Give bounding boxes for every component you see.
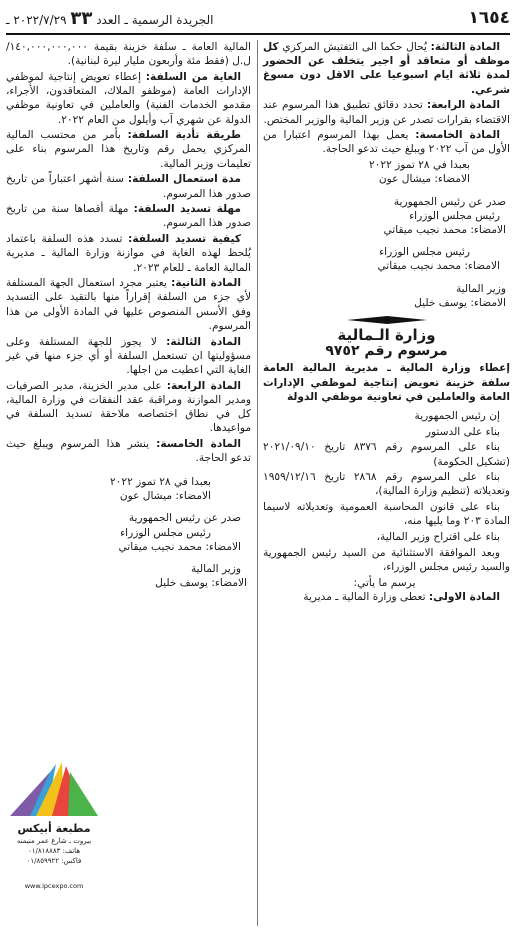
decrees-line: يرسم ما يأتي: bbox=[353, 576, 416, 589]
issued-by: صدر عن رئيس الجمهورية bbox=[128, 512, 241, 525]
pm-title: رئيس مجلس الوزراء bbox=[409, 209, 500, 222]
article-3: المادة الثالثة: لا يجوز للجهة المستلفة وعلى مسؤوليتها ان تستعمل السلفة أو أي جزء منها في غير الغاية التي اعطيت من اجلها. bbox=[6, 335, 251, 376]
header-rule bbox=[6, 33, 510, 35]
journal-info bbox=[6, 8, 214, 29]
advance-use-period: مدة استعمال السلفة: سنة أشهر اعتباراً من تاريخ صدور هذا المرسوم. bbox=[6, 173, 251, 200]
pm-title-2: رئيس مجلس الوزراء bbox=[379, 246, 470, 259]
finance-minister-title: وزير المالية bbox=[190, 562, 241, 575]
preamble-line: بناء على اقتراح وزير المالية، bbox=[376, 531, 500, 544]
article-2: المادة الثانية: يعتبر مجرد استعمال الجهة المستلفة لأي جزء من السلفة إقراراً منها بالتقيد على التسديد وفق الأسس المنصوص عليها في المادة الأولى من هذا المرسوم. bbox=[6, 277, 251, 332]
apex-logo-icon bbox=[6, 758, 102, 822]
article-4: المادة الرابعة: على مدير الخزينة، مدير الصرفيات ومدير الموازنة ومراقبة عقد النفقات في وزارة المالية، كل في نطاق اختصاصه ملاحقة تسديد السلفة في مواعيدها. bbox=[6, 379, 251, 435]
decree-subject: إعطاء وزارة المالية ـ مديرية المالية العامة سلفة خزينة تعويض إنتاجية لموظفي الإدارات العامة والعاملين في تعاونية موظفي الدولة bbox=[263, 362, 510, 403]
pm-signature: الامضاء: محمد نجيب ميقاتي bbox=[118, 540, 241, 553]
finance-minister-title: وزير المالية bbox=[455, 282, 506, 295]
finance-minister-signature: الامضاء: يوسف خليل bbox=[155, 577, 247, 590]
signing-date: بعبدا في ٢٨ تموز ٢٠٢٢ bbox=[110, 475, 211, 488]
preamble-line: بناء على المرسوم رقم ٨٣٧٦ تاريخ ٢٠٢١/٠٩/١٠ (تشكيل الحكومة) bbox=[263, 441, 510, 468]
article-label: المادة الثالثة: bbox=[430, 41, 500, 53]
issue-number: ٣٣ bbox=[70, 7, 93, 29]
article-1-continued: المالية العامة ـ سلفة خزينة بقيمة ١٤٠,٠٠٠,٠٠٠,٠٠٠/ ل.ل (فقط مئة وأربعون مليار ليرة لبنانية). bbox=[6, 41, 251, 68]
preamble-line: وبعد الموافقة الاستثنائية من السيد رئيس الجمهورية والسيد رئيس مجلس الوزراء، bbox=[263, 546, 510, 573]
issue-date: ٢٠٢٢/٧/٢٩ ـ bbox=[6, 12, 67, 27]
advance-purpose: الغاية من السلفة: إعطاء تعويض إنتاجية لموظفي الإدارات العامة (موظفو الملاك، المتعاقدون، الأجراء، مقدمو الخدمات الفنية) والعاملين في تعاونية موظفي الدولة عن شهري آب وأيلول من العام ٢٠٢٢. bbox=[6, 70, 251, 126]
advance-method: طريقة تأدية السلفة: بأمر من محتسب المالية المركزي يحمل رقم وتاريخ هذا المرسوم بناء على تعليمات وزير المالية. bbox=[6, 129, 251, 170]
preamble-line: بناء على المرسوم رقم ٢٨٦٨ تاريخ ١٩٥٩/١٢/١٦ وتعديلاته (تنظيم وزارة المالية)، bbox=[263, 471, 510, 498]
article-4: المادة الرابعة: تحدد دقائق تطبيق هذا المرسوم عند الاقتضاء بقرارات تصدر عن وزير المالية والوزير المختص. bbox=[263, 99, 510, 126]
article-3: المادة الثالثة: يُحال حكما الى التفتيش المركزي كل موظف أو متعاقد أو اجير يتخلف عن الحضور لمدة ثلاثة ايام اسبوعيا على الاقل دون مسوغ شرعي. bbox=[263, 41, 510, 96]
issued-by: صدر عن رئيس الجمهورية bbox=[393, 195, 506, 208]
page-number: ١٦٥٤ bbox=[468, 8, 510, 28]
pm-title: رئيس مجلس الوزراء bbox=[120, 526, 211, 539]
pm-signature-2: الامضاء: محمد نجيب ميقاتي bbox=[377, 260, 500, 273]
pm-signature: الامضاء: محمد نجيب ميقاتي bbox=[383, 223, 506, 236]
right-column bbox=[263, 40, 510, 606]
article-label: المادة الاولى: bbox=[428, 590, 500, 603]
president-signature: الامضاء: ميشال عون bbox=[378, 173, 470, 186]
article-1: المادة الاولى: تعطى وزارة المالية ـ مديرية bbox=[303, 590, 500, 603]
printer-contact: بيروت ـ شارع عمر منيمنه هاتف: ٠١/٨١٨٨٨٣ فاكس: ٠١/٨٥٩٩٢٢ bbox=[16, 837, 92, 865]
journal-line: الجريدة الرسمية ـ العدد bbox=[96, 12, 214, 27]
printer-name: مطبعة أبيكس bbox=[17, 822, 91, 835]
president-signature: الامضاء: ميشال عون bbox=[119, 490, 211, 503]
preamble-line: بناء على قانون المحاسبة العمومية وتعديلاته لاسيما المادة ٢٠٣ وما يليها منه، bbox=[263, 501, 510, 528]
section-separator bbox=[263, 316, 510, 324]
section-title: وزارة الـمالية bbox=[337, 325, 436, 344]
advance-repay-period: مهلة تسديد السلفة: مهلة أقصاها سنة من تاريخ صدور هذا المرسوم. bbox=[6, 203, 251, 230]
advance-repay-method: كيفية تسديد السلفة: تسدد هذه السلفة باعتماد يُلحظ لهذه الغاية في موازنة وزارة المالية ـ مديرية المالية العامة ـ للعام ٢٠٢٣. bbox=[6, 233, 251, 274]
printer-logo bbox=[6, 758, 102, 908]
preamble-line: إن رئيس الجمهورية bbox=[414, 409, 500, 422]
printer-website: www.ipcexpo.com bbox=[24, 882, 84, 890]
article-label: المادة الخامسة: bbox=[415, 129, 501, 142]
article-5: المادة الخامسة: ينشر هذا المرسوم ويبلغ حيث تدعو الحاجة. bbox=[6, 437, 251, 465]
preamble-line: بناء على الدستور bbox=[425, 425, 500, 438]
article-label: المادة الرابعة: bbox=[426, 99, 500, 112]
column-divider bbox=[257, 40, 258, 926]
signing-date: بعبدا في ٢٨ تموز ٢٠٢٢ bbox=[369, 159, 470, 172]
page-header bbox=[6, 4, 510, 32]
article-5: المادة الخامسة: يعمل بهذا المرسوم اعتبارا من الأول من آب ٢٠٢٢ ويبلغ حيث تدعو الحاجة. bbox=[263, 129, 510, 156]
left-column bbox=[6, 40, 251, 590]
finance-minister-signature: الامضاء: يوسف خليل bbox=[414, 296, 506, 309]
decree-number: مرسوم رقم ٩٧٥٢ bbox=[325, 343, 448, 360]
